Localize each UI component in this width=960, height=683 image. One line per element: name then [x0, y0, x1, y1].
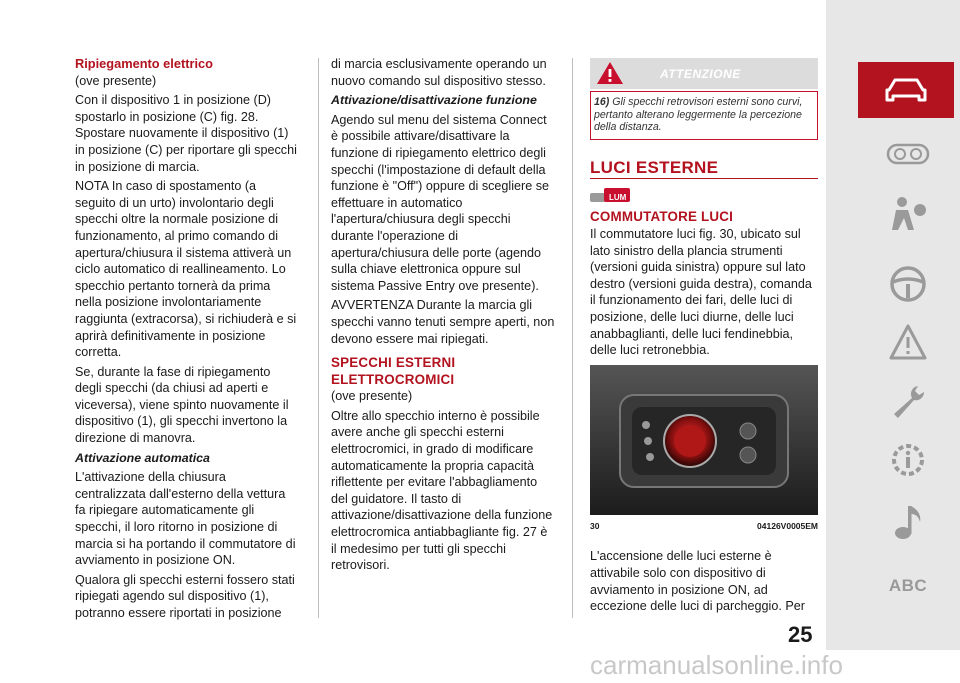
chapter-sidebar: [826, 0, 960, 650]
subheading-function-toggle: Attivazione/disattivazione funzione: [331, 93, 537, 108]
warning-header: [590, 58, 818, 89]
heading-note: (ove presente): [75, 73, 157, 88]
paragraph: di marcia esclusivamente operando un nuovo comando sul dispositivo stesso.: [331, 57, 547, 88]
sidebar-item-technical-data[interactable]: [858, 432, 958, 488]
sidebar-item-driving[interactable]: [858, 256, 958, 312]
paragraph: L'attivazione della chiusura centralizzata dall'esterno della vettura fa ripiegare automaticamente gli specchi, il loro ritorno in posizione di marcia si ha portando il commutatore di avviamento in posizione ON.: [75, 470, 296, 568]
paragraph: Il commutatore luci fig. 30, ubicato sul lato sinistro della plancia strumenti (versioni guida sinistra) oppure sul lato destro (versioni guida destra), comanda il funzionamento dei fari, delle luci di posizione, delle luci diurne, delle luci anabbaglianti, delle luci fendinebbia, delle luci retronebbia.: [590, 226, 812, 358]
warning-text: Gli specchi retrovisori esterni sono curvi, pertanto alterano leggermente la percezione della distanza.: [594, 96, 803, 134]
paragraph: NOTA In caso di spostamento (a seguito di un urto) involontario degli specchi oltre la normale posizione di funzionamento, al primo comando di apertura/chiusura il sistema attiverà un ciclo automatico di reallineamento. Lo specchio pertanto tornerà da prima nella posizione involontariamente raggiunta (extracorsa), si richiuderà e si aprirà definitivamente in posizione corretta.: [75, 179, 297, 360]
dashboard-gauge-icon: [886, 143, 930, 165]
paragraph: Qualora gli specchi esterni fossero stati ripiegati agendo sul dispositivo (1), potranno essere riportati in posizione: [75, 572, 295, 620]
light-switch-photo: [590, 365, 818, 515]
section-heading-electric-folding: Ripiegamento elettrico: [75, 56, 213, 71]
figure-code: 04126V0005EM: [757, 520, 818, 531]
index-abc-label: ABC: [888, 576, 928, 595]
music-note-icon: [890, 502, 926, 542]
lum-version-icon: [590, 187, 818, 205]
sidebar-item-vehicle[interactable]: [858, 62, 954, 118]
sidebar-item-maintenance[interactable]: [858, 374, 958, 430]
subheading-light-switch: COMMUTATORE LUCI: [590, 209, 734, 225]
gear-info-icon: [888, 440, 928, 480]
sidebar-item-instruments[interactable]: [858, 126, 958, 182]
section-heading-electrochromic: SPECCHI ESTERNI ELETTROCROMICI: [331, 355, 456, 387]
figure-caption: [590, 518, 818, 535]
paragraph: Agendo sul menu del sistema Connect è possibile attivare/disattivare la funzione di ripiegamento elettrico degli specchi (l'impostazione di default della funzione è "Off") oppure di scegliere se effettuare in automatico l'apertura/chiusura degli specchi durante l'operazione di apertura/chiusura delle porte (agendo sulla chiave elettronica oppure sul sistema Passive Entry ove presente).: [331, 112, 550, 293]
column-1: [75, 56, 297, 625]
watermark: carmanualsonline.info: [590, 650, 843, 680]
column-divider: [572, 58, 573, 618]
paragraph: Con il dispositivo 1 in posizione (D) spostarlo in posizione (C) fig. 28. Spostare nuovamente il dispositivo (1) in posizione (C) per riportare gli specchi in posizione di marcia.: [75, 93, 297, 174]
wrench-icon: [888, 382, 928, 422]
subheading-automatic-activation: Attivazione automatica: [75, 450, 210, 465]
sidebar-item-multimedia[interactable]: [858, 494, 958, 550]
sidebar-item-index[interactable]: [858, 558, 958, 614]
paragraph: L'accensione delle luci esterne è attivabile solo con dispositivo di avviamento in posizione ON, ad eccezione delle luci di parcheggio. Per: [590, 549, 805, 614]
column-3: [590, 58, 818, 618]
warning-title: ATTENZIONE: [660, 67, 741, 81]
car-icon: [883, 76, 929, 104]
paragraph: AVVERTENZA Durante la marcia gli specchi vanno tenuti sempre aperti, non devono essere mai ripiegati.: [331, 298, 555, 346]
paragraph: Oltre allo specchio interno è possibile avere anche gli specchi esterni elettrocromici, in grado di modificare automaticamente la propria capacità riflettente per evitare l'abbagliamento del guidatore. Il tasto di attivazione/disattivazione della funzione elettrocromica antiabbagliante fig. 27 è il medesimo per tutti gli specchi retrovisori.: [331, 408, 553, 573]
column-2: [331, 56, 555, 577]
warning-number: 16): [594, 96, 610, 108]
paragraph: Se, durante la fase di ripiegamento degli specchi (da chiusi ad aperti e viceversa), viene spinto nuovamente il dispositivo (1), gli specchi invertono la direzione di manovra.: [75, 364, 289, 446]
airbag-person-icon: [888, 194, 928, 234]
figure-number: 30: [590, 520, 600, 531]
warning-body: [590, 91, 818, 140]
heading-note: (ove presente): [331, 389, 413, 404]
section-title-exterior-lights: LUCI ESTERNE: [590, 160, 818, 180]
column-divider: [318, 58, 319, 618]
steering-wheel-icon: [888, 264, 928, 304]
warning-triangle-icon: [596, 61, 624, 90]
sidebar-item-emergency[interactable]: [858, 314, 958, 370]
page-number: 25: [788, 622, 813, 647]
warning-triangle-icon: [888, 323, 928, 361]
lum-label: LUM: [609, 193, 627, 203]
sidebar-item-safety[interactable]: [858, 186, 958, 242]
